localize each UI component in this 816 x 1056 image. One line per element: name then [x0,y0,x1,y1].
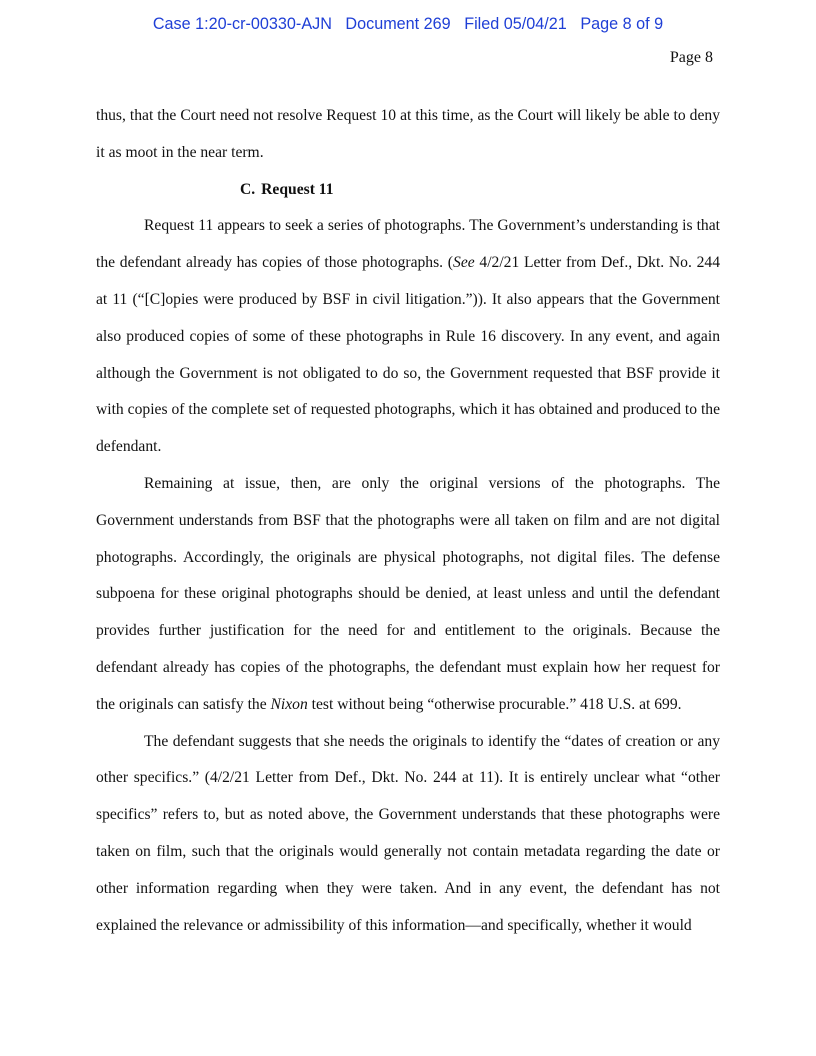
continuation-paragraph: thus, that the Court need not resolve Request 10 at this time, as the Court will likely be able to deny it as moot in the near term. [96,107,720,161]
case-number: Case 1:20-cr-00330-AJN [152,15,332,33]
section-heading [96,172,720,209]
filed-date: Filed 05/04/21 [464,15,567,33]
paragraph-2 [96,466,720,724]
page-number: Page 8 [669,49,713,66]
page-of: Page 8 of 9 [580,15,664,33]
section-title: Request 11 [261,180,334,198]
document-number: Document 269 [345,15,451,33]
paragraph-2-text-b: test without being “otherwise procurable.” 418 U.S. at 699. [307,695,682,713]
ecf-header [0,15,816,34]
paragraph-1-text-b: 4/2/21 Letter from Def., Dkt. No. 244 at 11 (“[C]opies were produced by BSF in civil litigation.”)). It also appears that the Government also produced copies of some of these photographs in Rule 16 discovery. In any event, and again although the Government is not obligated to do so, the Government requested that BSF provide it with copies of the complete set of requested photographs, which it has obtained and produced to the defendant. [96,254,720,456]
paragraph-3: The defendant suggests that she needs the originals to identify the “dates of creation or any other specifics.” (4/2/21 Letter from Def., Dkt. No. 244 at 11). It is entirely unclear what “other specifics” refers to, but as noted above, the Government understands that these photographs were taken on film, such that the originals would generally not contain metadata regarding the date or other information regarding when they were taken. And in any event, the defendant has not explained the relevance or admissibility of this information—and specifically, whether it would [96,732,720,934]
case-name-nixon: Nixon [270,695,308,713]
paragraph-1 [96,208,720,466]
document-body [96,98,720,944]
paragraph-1-text-a: Request 11 appears to seek a series of photographs. The Government’s understanding is that the defendant already has copies of those photographs. ( [96,217,720,272]
citation-signal-see: See [453,254,475,272]
section-letter: C. [240,180,256,198]
paragraph-2-text-a: Remaining at issue, then, are only the original versions of the photographs. The Government understands from BSF that the photographs were all taken on film and are not digital photographs. Accordingly, the originals are physical photographs, not digital files. The defense subpoena for these original photographs should be denied, at least unless and until the defendant provides further justification for the need for and entitlement to the originals. Because the defendant already has copies of the photographs, the defendant must explain how her request for the originals can satisfy the [96,474,720,713]
